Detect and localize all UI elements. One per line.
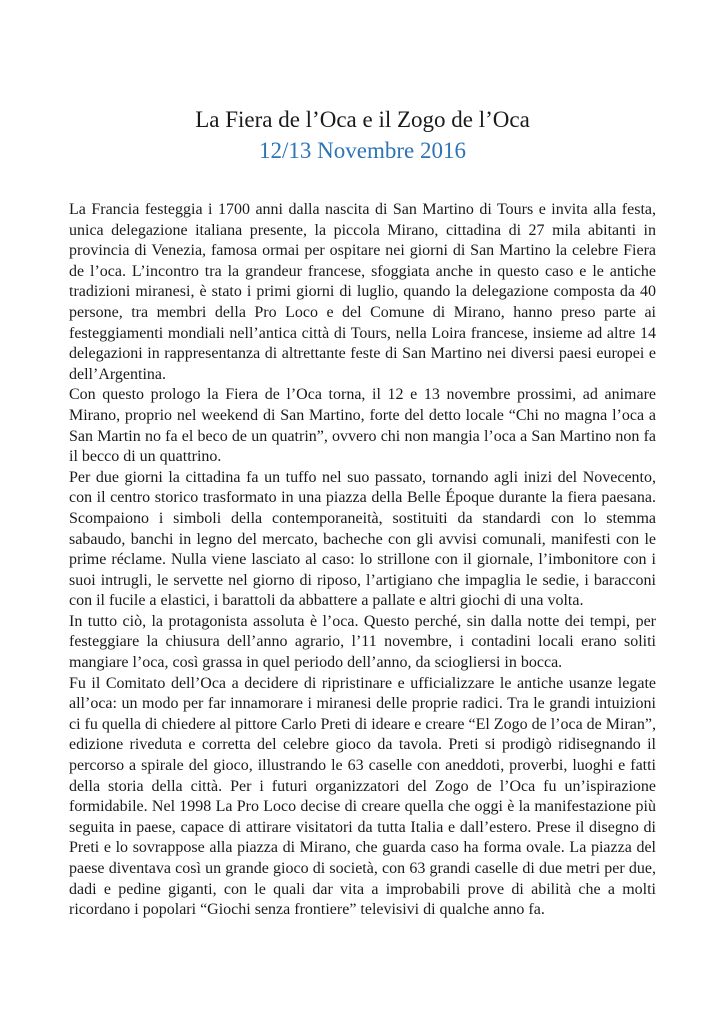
paragraph: Per due giorni la cittadina fa un tuffo nel suo passato, tornando agli inizi del Novecento, con il centro storico trasformato in una piazza della Belle Époque durante la fiera paesana. Scompaiono i simboli della contemporaneità, sostituiti da standardi con lo stemma sabaudo, banchi in legno del mercato, bacheche con gli avvisi comunali, manifesti con le prime réclame. Nulla viene lasciato al caso: lo strillone con il giornale, l’imbonitore con i suoi intrugli, le servette nel giorno di riposo, l’artigiano che impaglia le sedie, i baracconi con il fucile a elastici, i barattoli da abbattere a pallate e altri giochi di una volta. xyxy=(69,468,656,610)
paragraph: Con questo prologo la Fiera de l’Oca torna, il 12 e 13 novembre prossimi, ad animare Mirano, proprio nel weekend di San Martino, forte del detto locale “Chi no magna l’oca a San Martin no fa el beco de un quatrin”, ovvero chi non mangia l’oca a San Martino non fa il becco di un quattrino. xyxy=(69,386,656,466)
paragraph: Fu il Comitato dell’Oca a decidere di ripristinare e ufficializzare le antiche usanze legate all’oca: un modo per far innamorare i miranesi delle proprie radici. Tra le grandi intuizioni ci fu quella di chiedere al pittore Carlo Preti di ideare e creare “El Zogo de l’oca de Miran”, edizione riveduta e corretta del celebre gioco da tavola. Preti si prodigò ridisegnando il percorso a spirale del gioco, illustrando le 63 caselle con aneddoti, proverbi, luoghi e fatti della storia della città. Per i futuri organizzatori del Zogo de l’Oca fu un’ispirazione formidabile. Nel 1998 La Pro Loco decise di creare quella che oggi è la manifestazione più seguita in paese, capace di attirare visitatori da tutta Italia e dall’estero. Prese il disegno di Preti e lo sovrappose alla piazza di Mirano, che guarda caso ha forma ovale. La piazza del paese diventava così un grande gioco di società, con 63 grandi caselle di due metri per due, dadi e pedine giganti, con le quali dar vita a improbabili prove di abilità che a molti ricordano i popolari “Giochi senza frontiere” televisivi di qualche anno fa. xyxy=(69,674,656,919)
document-date-subtitle: 12/13 Novembre 2016 xyxy=(259,138,466,163)
paragraph: La Francia festeggia i 1700 anni dalla nascita di San Martino di Tours e invita alla festa, unica delegazione italiana presente, la piccola Mirano, cittadina di 27 mila abitanti in provincia di Venezia, famosa ormai per ospitare nei giorni di San Martino la celebre Fiera de l’oca. L’incontro tra la grandeur francese, sfoggiata anche in questo caso e le antiche tradizioni miranesi, è stato i primi giorni di luglio, quando la delegazione composta da 40 persone, tra membri della Pro Loco e del Comune di Mirano, hanno preso parte ai festeggiamenti mondiali nell’antica città di Tours, nella Loira francese, insieme ad altre 14 delegazioni in rappresentanza di altrettante feste di San Martino nei diversi paesi europei e dell’Argentina. xyxy=(69,201,656,383)
document-title: La Fiera de l’Oca e il Zogo de l’Oca xyxy=(195,107,530,132)
paragraph: In tutto ciò, la protagonista assoluta è l’oca. Questo perché, sin dalla notte dei tempi, per festeggiare la chiusura dell’anno agrario, l’11 novembre, i contadini locali erano soliti mangiare l’oca, così grassa in quel periodo dell’anno, da sciogliersi in bocca. xyxy=(69,612,656,672)
document-body xyxy=(69,200,656,921)
